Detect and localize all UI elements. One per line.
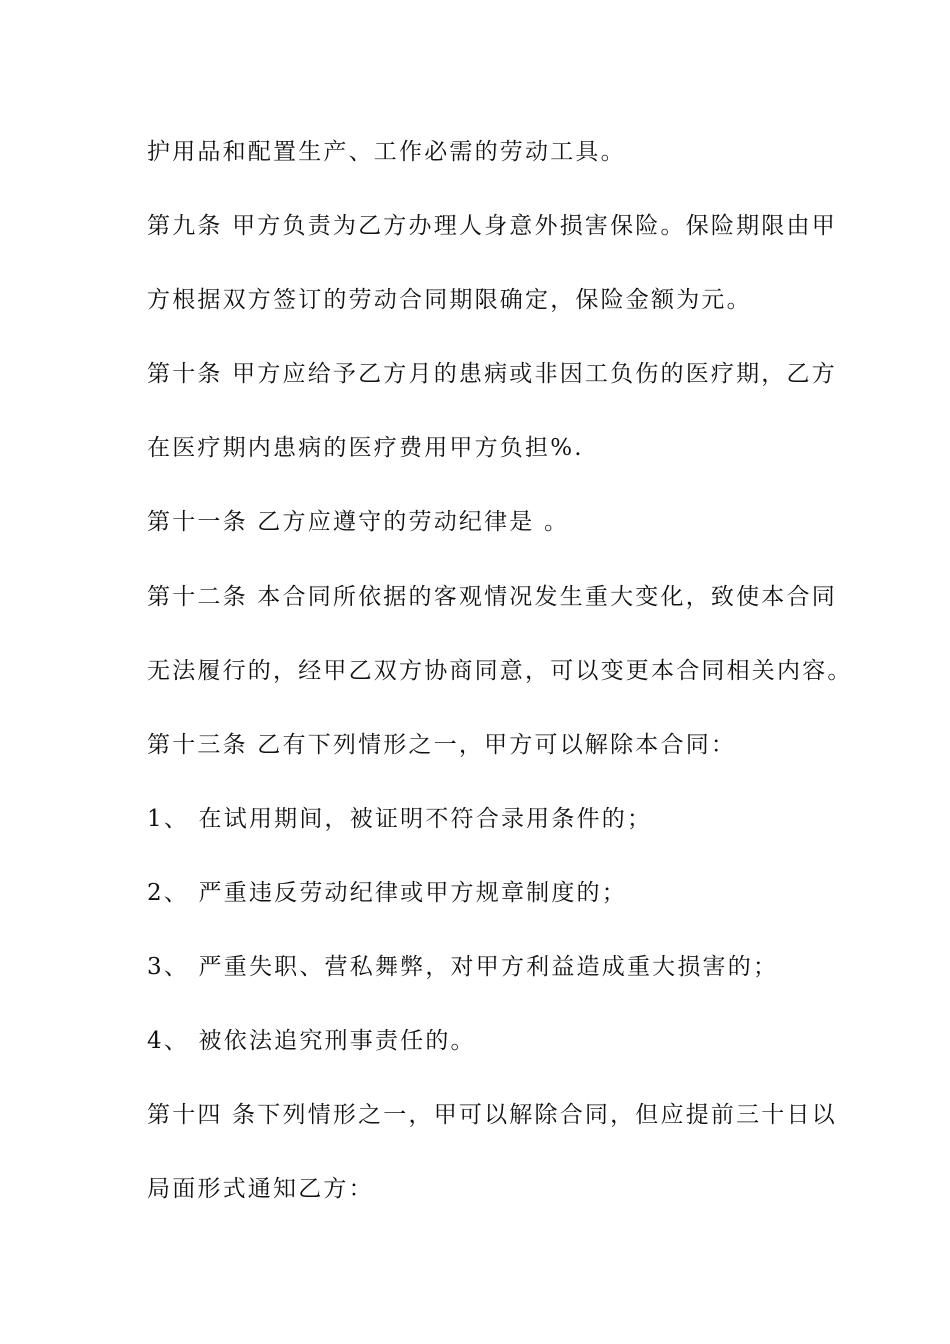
text-line: 方根据双方签订的劳动合同期限确定，保险金额为元。 [147,287,752,313]
article-11-line: 第十一条 乙方应遵守的劳动纪律是 。 [147,509,570,535]
article-10-line: 第十条 甲方应给予乙方月的患病或非因工负伤的医疗期，乙方 [147,361,837,387]
list-item: 1、 在试用期间，被证明不符合录用条件的； [147,806,653,832]
list-item: 4、 被依法追究刑事责任的。 [147,1028,476,1054]
article-13-line: 第十三条 乙有下列情形之一，甲方可以解除本合同： [147,732,737,758]
list-item: 2、 严重违反劳动纪律或甲方规章制度的； [147,880,627,906]
text-line: 在医疗期内患病的医疗费用甲方负担%. [147,435,584,461]
article-14-line: 第十四 条下列情形之一，甲可以解除合同，但应提前三十日以 [147,1102,837,1128]
text-line: 局面形式通知乙方： [147,1176,374,1202]
list-item: 3、 严重失职、营私舞弊，对甲方利益造成重大损害的； [147,954,779,980]
article-9-line: 第九条 甲方负责为乙方办理人身意外损害保险。保险期限由甲 [147,213,837,239]
text-line: 护用品和配置生产、工作必需的劳动工具。 [147,139,626,165]
text-line: 无法履行的，经甲乙双方协商同意，可以变更本合同相关内容。 [147,658,853,684]
article-12-line: 第十二条 本合同所依据的客观情况发生重大变化，致使本合同 [147,584,837,610]
